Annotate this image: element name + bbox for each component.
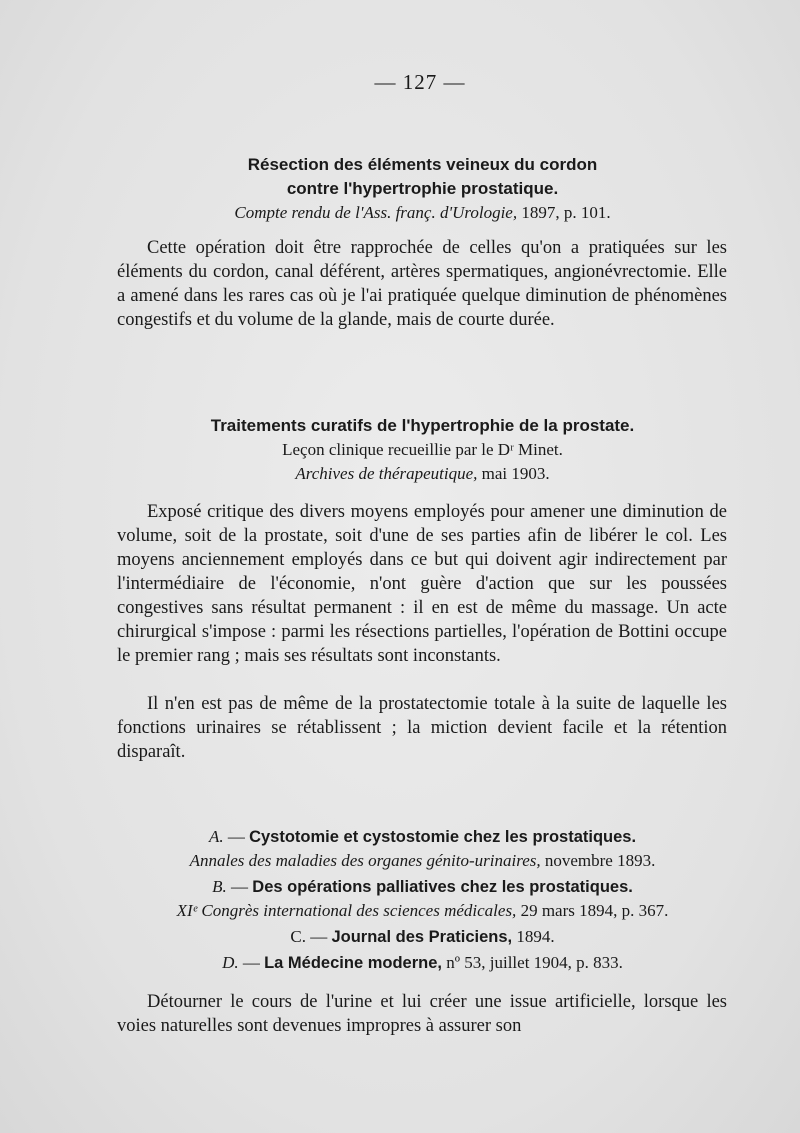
section2-paragraph2 [117,692,727,764]
reference-a-date: novembre 1893. [540,851,656,870]
final-paragraph-text: Détourner le cours de l'urine et lui créer une issue artificielle, lorsque les voies naturelles sont devenues impropres à assurer son [117,992,727,1036]
reference-a-heading: Cystotomie et cystostomie chez les prostatiques. [249,828,637,846]
reference-c-date: 1894. [512,927,555,946]
section1-source-date: 1897, p. 101. [517,203,611,222]
section2-paragraph1 [117,500,727,668]
section2-paragraph1-text: Exposé critique des divers moyens employés pour amener une diminution de volume, soit de la prostate, soit d'une de ses parties afin de libérer le col. Les moyens anciennement employés dans ce but qui doivent agir indirectement par l'intermédiaire de l'économie, n'ont guère d'action que sur les poussées congestives sans résultat permanent : il en est de même du massage. Un acte chirurgical s'impose : parmi les résections partielles, l'opération de Bottini occupe le premier rang ; mais ses résultats sont inconstants. [117,502,727,666]
reference-b-source [0,899,800,923]
section1-paragraph-text: Cette opération doit être rapprochée de celles qu'on a pratiquées sur les éléments du cordon, canal déférent, artères spermatiques, angionévrectomie. Elle a amené dans les rares cas où je l'ai pratiquée quelque diminution de phénomènes congestifs et du volume de la glande, mais de courte durée. [117,238,727,330]
page-number: — 127 — [374,70,466,94]
reference-b-heading: Des opérations palliatives chez les prostatiques. [252,878,633,896]
section1-source-journal: Compte rendu de l'Ass. franç. d'Urologie, [234,203,518,222]
reference-a-letter: A. [208,827,224,846]
section1-paragraph [117,236,727,332]
reference-d-date: nº 53, juillet 1904, p. 833. [441,953,623,972]
reference-a-title: A. — Cystotomie et cystostomie chez les prostatiques. [208,827,637,846]
reference-c: C. — Journal des Praticiens, 1894. [290,927,555,946]
section2-title: Traitements curatifs de l'hypertrophie de la prostate. [210,416,635,435]
reference-c-heading: Journal des Praticiens, [331,928,513,946]
reference-b-title: B. — Des opérations palliatives chez les prostatiques. [212,877,633,896]
reference-c-letter: C. [290,927,306,946]
section2-paragraph2-text: Il n'en est pas de même de la prostatectomie totale à la suite de laquelle les fonctions urinaires se rétablissent ; la miction devient facile et la rétention disparaît. [117,694,727,762]
section2-source-journal: Archives de thérapeutique, [295,464,478,483]
section1-title-line1: Résection des éléments veineux du cordon [247,155,598,174]
reference-a-journal: Annales des maladies des organes génito-urinaires, [189,851,541,870]
section2-subtitle: Leçon clinique recueillie par le Dʳ Minet. [282,440,563,459]
section2-source-date: mai 1903. [477,464,550,483]
reference-b-journal: XIᵉ Congrès international des sciences médicales, [176,901,517,920]
section2-source [0,462,800,486]
section1-source [0,201,800,225]
reference-a-source [0,849,800,873]
reference-b-letter: B. [212,877,227,896]
reference-b-date: 29 mars 1894, p. 367. [516,901,669,920]
final-paragraph [117,990,727,1038]
reference-d: D. — La Médecine moderne, nº 53, juillet 1904, p. 833. [222,953,623,972]
reference-d-heading: La Médecine moderne, [264,954,442,972]
reference-d-letter: D. [222,953,239,972]
section1-title-line2: contre l'hypertrophie prostatique. [286,179,559,198]
